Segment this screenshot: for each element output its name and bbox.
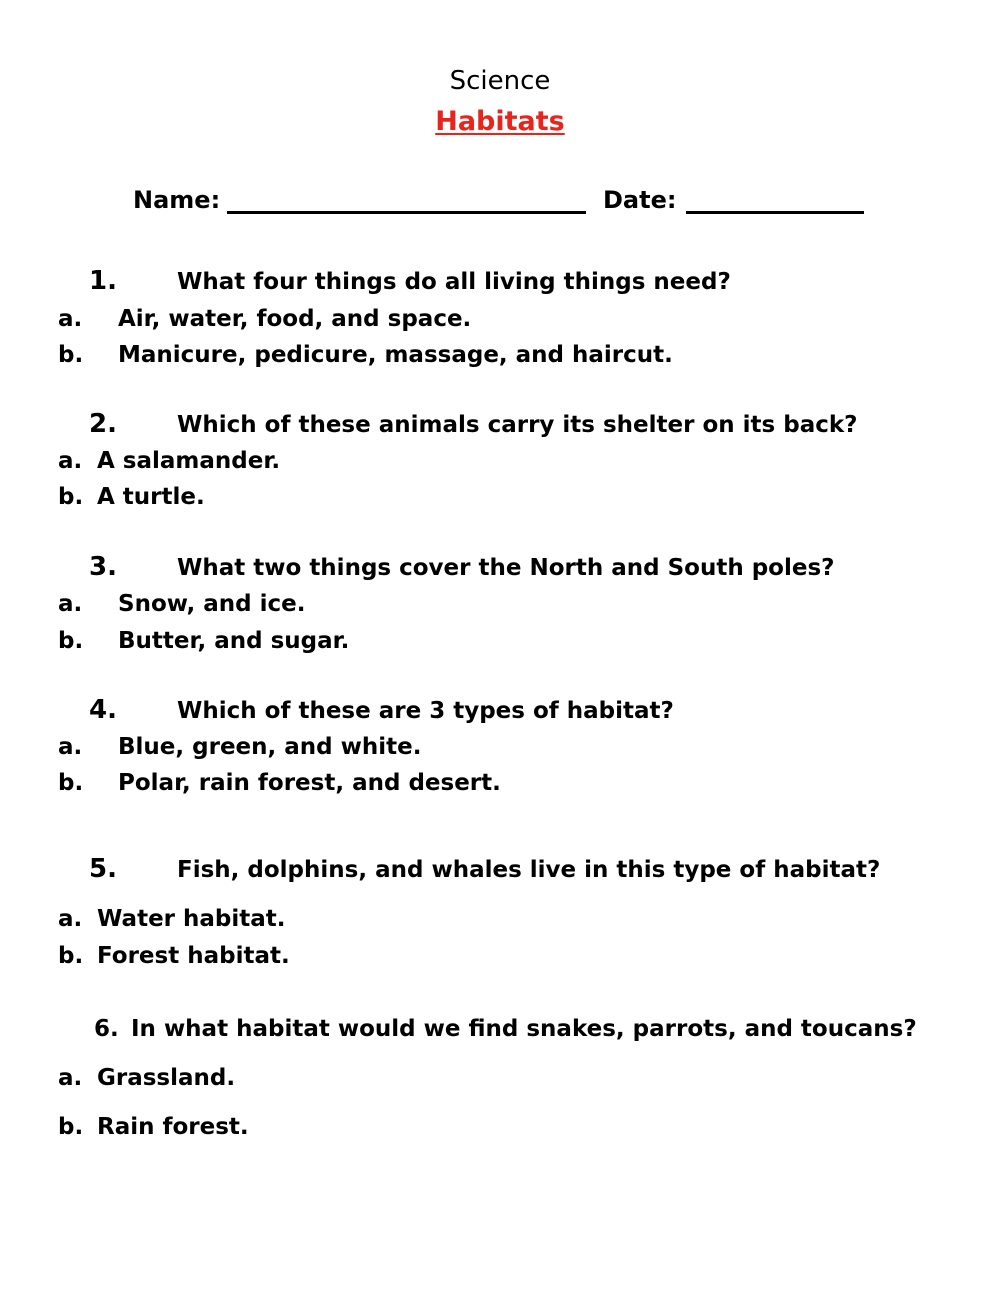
option-text[interactable]: Grassland. <box>97 1065 236 1091</box>
option-letter: b. <box>58 628 84 654</box>
question-text: Fish, dolphins, and whales live in this type of habitat? <box>177 857 881 883</box>
option-text[interactable]: Snow, and ice. <box>118 591 306 617</box>
option-text[interactable]: Manicure, pedicure, massage, and haircut. <box>118 342 673 368</box>
question-number: 3. <box>89 552 117 582</box>
date-label: Date: <box>603 186 677 214</box>
option-letter: b. <box>58 943 84 969</box>
option-text[interactable]: Polar, rain forest, and desert. <box>118 770 501 796</box>
option-letter: b. <box>58 770 84 796</box>
subject-heading: Science <box>449 66 551 96</box>
option-text[interactable]: A salamander. <box>97 448 281 474</box>
option-letter: b. <box>58 1114 84 1140</box>
option-letter: b. <box>58 484 84 510</box>
option-letter: a. <box>58 906 83 932</box>
worksheet-title: Habitats <box>435 106 565 137</box>
question-text: What two things cover the North and South poles? <box>177 555 835 581</box>
option-letter: b. <box>58 342 84 368</box>
option-text[interactable]: A turtle. <box>97 484 205 510</box>
option-letter: a. <box>58 1065 83 1091</box>
date-blank-line[interactable] <box>686 211 864 214</box>
question-number: 5. <box>89 854 117 884</box>
option-text[interactable]: Butter, and sugar. <box>118 628 350 654</box>
question-text: Which of these animals carry its shelter on its back? <box>177 412 858 438</box>
option-letter: a. <box>58 591 83 617</box>
question-text: Which of these are 3 types of habitat? <box>177 698 674 724</box>
option-text[interactable]: Blue, green, and white. <box>118 734 422 760</box>
option-letter: a. <box>58 734 83 760</box>
question-number: 2. <box>89 409 117 439</box>
question-number: 6. <box>94 1016 119 1042</box>
name-label: Name: <box>133 186 221 214</box>
option-letter: a. <box>58 448 83 474</box>
question-number: 4. <box>89 695 117 725</box>
option-letter: a. <box>58 306 83 332</box>
option-text[interactable]: Water habitat. <box>97 906 286 932</box>
question-text: In what habitat would we find snakes, parrots, and toucans? <box>131 1016 917 1042</box>
name-blank-line[interactable] <box>227 211 586 214</box>
option-text[interactable]: Air, water, food, and space. <box>118 306 472 332</box>
option-text[interactable]: Rain forest. <box>97 1114 249 1140</box>
question-number: 1. <box>89 266 117 296</box>
question-text: What four things do all living things need? <box>177 269 731 295</box>
option-text[interactable]: Forest habitat. <box>97 943 290 969</box>
